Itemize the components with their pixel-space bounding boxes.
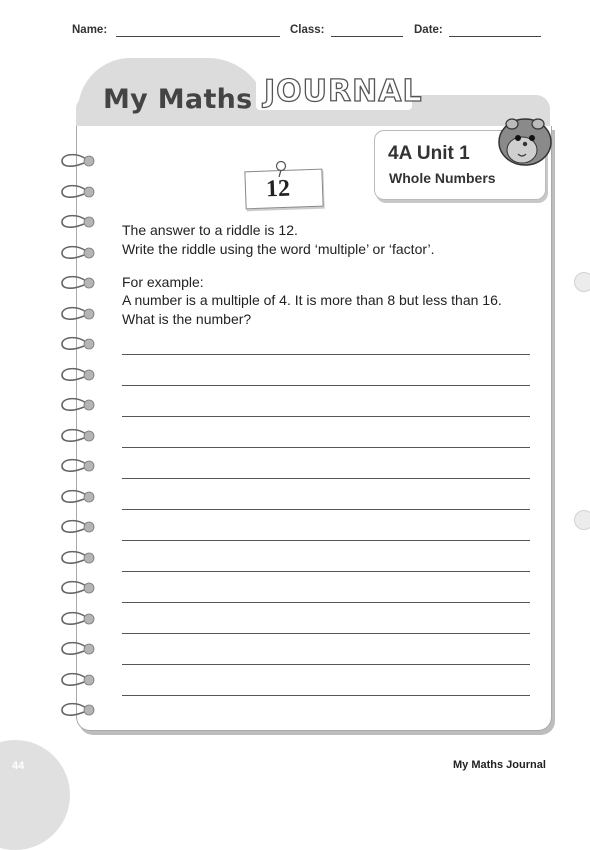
class-label: Class: xyxy=(290,24,325,36)
spiral-ring-icon xyxy=(56,274,100,292)
example-line-1: A number is a multiple of 4. It is more than 8 but less than 16. xyxy=(122,292,502,308)
writing-line[interactable] xyxy=(122,633,530,634)
spiral-ring-icon xyxy=(56,244,100,262)
page-number: 44 xyxy=(12,760,25,772)
spiral-ring-icon xyxy=(56,701,100,719)
spiral-ring-icon xyxy=(56,610,100,628)
spiral-ring-icon xyxy=(56,335,100,353)
instruction-line-1: The answer to a riddle is 12. xyxy=(122,222,298,238)
spiral-ring-icon xyxy=(56,549,100,567)
class-field[interactable] xyxy=(331,36,403,37)
spiral-ring-icon xyxy=(56,366,100,384)
date-field[interactable] xyxy=(449,36,541,37)
writing-line[interactable] xyxy=(122,664,530,665)
unit-title: 4A Unit 1 xyxy=(388,143,470,164)
page-corner xyxy=(0,740,70,850)
name-label: Name: xyxy=(72,24,108,36)
writing-line[interactable] xyxy=(122,540,530,541)
spiral-ring-icon xyxy=(56,671,100,689)
writing-line[interactable] xyxy=(122,354,530,355)
writing-line[interactable] xyxy=(122,447,530,448)
writing-line[interactable] xyxy=(122,509,530,510)
spiral-ring-icon xyxy=(56,518,100,536)
spiral-ring-icon xyxy=(56,640,100,658)
writing-line[interactable] xyxy=(122,385,530,386)
date-label: Date: xyxy=(414,24,443,36)
footer-title: My Maths Journal xyxy=(453,759,546,771)
unit-subtitle: Whole Numbers xyxy=(389,170,496,186)
writing-line[interactable] xyxy=(122,478,530,479)
spiral-ring-icon xyxy=(56,305,100,323)
spiral-ring-icon xyxy=(56,457,100,475)
example-label: For example: xyxy=(122,274,204,290)
spiral-ring-icon xyxy=(56,183,100,201)
spiral-ring-icon xyxy=(56,396,100,414)
instruction-line-2: Write the riddle using the word ‘multiple’ or ‘factor’. xyxy=(122,241,435,257)
hamster-mascot-icon xyxy=(492,110,554,170)
punch-hole xyxy=(574,510,590,530)
name-field[interactable] xyxy=(116,36,280,37)
writing-line[interactable] xyxy=(122,695,530,696)
note-card-number: 12 xyxy=(265,175,291,203)
writing-line[interactable] xyxy=(122,571,530,572)
punch-hole xyxy=(574,272,590,292)
spiral-ring-icon xyxy=(56,579,100,597)
journal-title-prefix: My Maths xyxy=(103,84,253,115)
writing-line[interactable] xyxy=(122,602,530,603)
example-line-2: What is the number? xyxy=(122,311,252,327)
spiral-ring-icon xyxy=(56,488,100,506)
spiral-ring-icon xyxy=(56,152,100,170)
journal-page xyxy=(76,126,552,731)
spiral-ring-icon xyxy=(56,213,100,231)
journal-title-word: JOURNAL xyxy=(264,74,423,109)
writing-line[interactable] xyxy=(122,416,530,417)
spiral-ring-icon xyxy=(56,427,100,445)
